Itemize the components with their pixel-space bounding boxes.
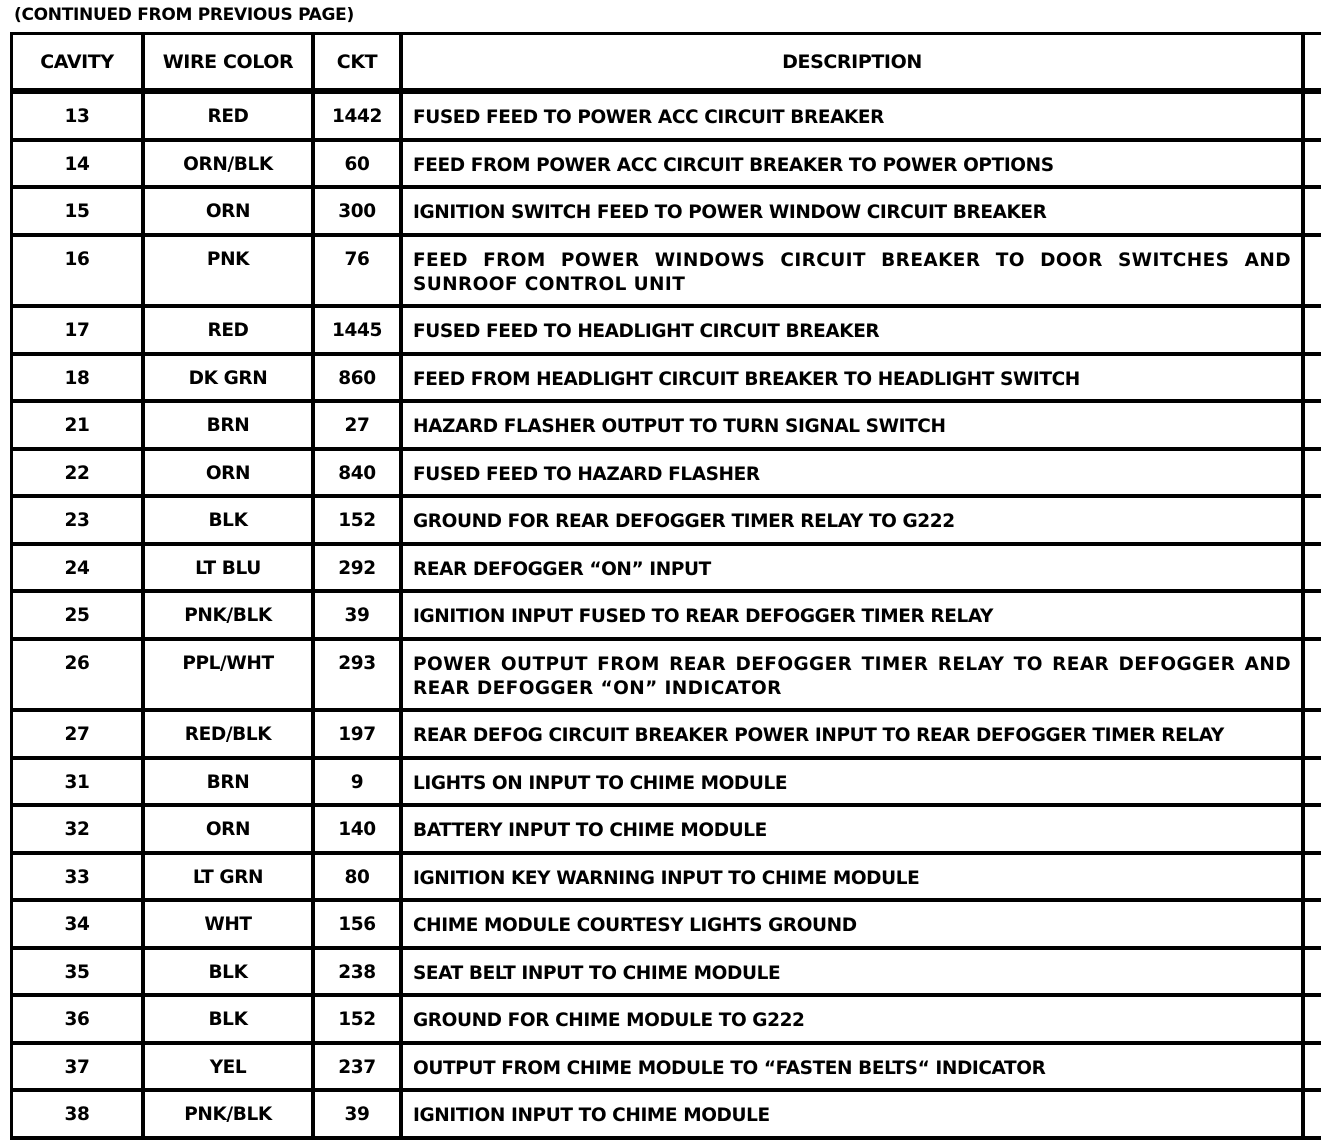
description-cell: REAR DEFOGGER “ON” INPUT (403, 546, 1305, 590)
ckt-cell: 9 (315, 760, 403, 804)
ckt-cell: 39 (315, 593, 403, 637)
cavity-cell: 36 (13, 997, 145, 1041)
cavity-cell: 35 (13, 950, 145, 994)
cavity-cell: 25 (13, 593, 145, 637)
table-row (13, 142, 1321, 190)
continued-caption: (CONTINUED FROM PREVIOUS PAGE) (14, 5, 354, 25)
wire-color-cell: BRN (145, 403, 315, 447)
table-row (13, 712, 1321, 760)
table-row (13, 498, 1321, 546)
cavity-cell: 26 (13, 641, 145, 709)
description-cell: IGNITION SWITCH FEED TO POWER WINDOW CIRCUIT BREAKER (403, 189, 1305, 233)
description-cell: FEED FROM POWER ACC CIRCUIT BREAKER TO POWER OPTIONS (403, 142, 1305, 186)
header-ckt: CKT (315, 35, 403, 88)
clipped-column-edge (1305, 498, 1318, 542)
table-row (13, 308, 1321, 356)
clipped-column-edge (1305, 237, 1318, 305)
table-row (13, 189, 1321, 237)
description-cell: IGNITION INPUT FUSED TO REAR DEFOGGER TIMER RELAY (403, 593, 1305, 637)
clipped-column-edge (1305, 807, 1318, 851)
ckt-cell: 292 (315, 546, 403, 590)
wire-color-cell: DK GRN (145, 356, 315, 400)
ckt-cell: 1442 (315, 94, 403, 138)
table-row (13, 1045, 1321, 1093)
clipped-column-edge (1305, 855, 1318, 899)
cavity-cell: 34 (13, 902, 145, 946)
clipped-column-edge (1305, 94, 1318, 138)
ckt-cell: 76 (315, 237, 403, 305)
clipped-column-edge (1305, 997, 1318, 1041)
ckt-cell: 860 (315, 356, 403, 400)
cavity-cell: 27 (13, 712, 145, 756)
description-cell: GROUND FOR REAR DEFOGGER TIMER RELAY TO G222 (403, 498, 1305, 542)
header-cavity: CAVITY (13, 35, 145, 88)
table-header-row (13, 35, 1321, 94)
wire-color-cell: BRN (145, 760, 315, 804)
ckt-cell: 1445 (315, 308, 403, 352)
wire-color-cell: BLK (145, 498, 315, 542)
ckt-cell: 293 (315, 641, 403, 709)
clipped-column-edge (1305, 712, 1318, 756)
ckt-cell: 300 (315, 189, 403, 233)
cavity-cell: 14 (13, 142, 145, 186)
wire-color-cell: RED/BLK (145, 712, 315, 756)
table-row (13, 546, 1321, 594)
table-row (13, 950, 1321, 998)
table-row (13, 902, 1321, 950)
cavity-cell: 37 (13, 1045, 145, 1089)
wire-color-cell: YEL (145, 1045, 315, 1089)
cavity-cell: 17 (13, 308, 145, 352)
description-cell: LIGHTS ON INPUT TO CHIME MODULE (403, 760, 1305, 804)
clipped-column-edge (1305, 760, 1318, 804)
table-row (13, 641, 1321, 713)
clipped-column-edge (1305, 35, 1318, 88)
wire-color-cell: ORN/BLK (145, 142, 315, 186)
table-row (13, 94, 1321, 142)
table-row (13, 807, 1321, 855)
wire-color-cell: RED (145, 94, 315, 138)
wire-color-cell: LT GRN (145, 855, 315, 899)
clipped-column-edge (1305, 1045, 1318, 1089)
ckt-cell: 152 (315, 997, 403, 1041)
wire-color-cell: RED (145, 308, 315, 352)
table-row (13, 403, 1321, 451)
ckt-cell: 60 (315, 142, 403, 186)
cavity-cell: 21 (13, 403, 145, 447)
description-cell: FEED FROM HEADLIGHT CIRCUIT BREAKER TO HEADLIGHT SWITCH (403, 356, 1305, 400)
cavity-cell: 15 (13, 189, 145, 233)
cavity-cell: 13 (13, 94, 145, 138)
wire-color-cell: PNK (145, 237, 315, 305)
wire-color-cell: BLK (145, 950, 315, 994)
description-cell: HAZARD FLASHER OUTPUT TO TURN SIGNAL SWITCH (403, 403, 1305, 447)
clipped-column-edge (1305, 641, 1318, 709)
table-row (13, 451, 1321, 499)
description-cell: FEED FROM POWER WINDOWS CIRCUIT BREAKER TO DOOR SWITCHES AND SUNROOF CONTROL UNIT (403, 237, 1305, 305)
cavity-cell: 38 (13, 1092, 145, 1136)
cavity-cell: 16 (13, 237, 145, 305)
ckt-cell: 80 (315, 855, 403, 899)
header-wire-color: WIRE COLOR (145, 35, 315, 88)
cavity-cell: 24 (13, 546, 145, 590)
cavity-cell: 31 (13, 760, 145, 804)
clipped-column-edge (1305, 308, 1318, 352)
table-row (13, 237, 1321, 309)
header-description: DESCRIPTION (403, 35, 1305, 88)
ckt-cell: 197 (315, 712, 403, 756)
clipped-column-edge (1305, 1092, 1318, 1136)
wire-color-cell: BLK (145, 997, 315, 1041)
ckt-cell: 27 (315, 403, 403, 447)
ckt-cell: 237 (315, 1045, 403, 1089)
table-row (13, 356, 1321, 404)
wire-color-cell: ORN (145, 451, 315, 495)
description-cell: BATTERY INPUT TO CHIME MODULE (403, 807, 1305, 851)
clipped-column-edge (1305, 546, 1318, 590)
clipped-column-edge (1305, 356, 1318, 400)
cavity-cell: 33 (13, 855, 145, 899)
description-cell: FUSED FEED TO HEADLIGHT CIRCUIT BREAKER (403, 308, 1305, 352)
wire-color-cell: PNK/BLK (145, 1092, 315, 1136)
wire-color-cell: LT BLU (145, 546, 315, 590)
clipped-column-edge (1305, 902, 1318, 946)
table-row (13, 593, 1321, 641)
cavity-cell: 23 (13, 498, 145, 542)
description-cell: IGNITION KEY WARNING INPUT TO CHIME MODULE (403, 855, 1305, 899)
table-row (13, 760, 1321, 808)
wire-color-cell: PPL/WHT (145, 641, 315, 709)
ckt-cell: 156 (315, 902, 403, 946)
table-row (13, 855, 1321, 903)
ckt-cell: 39 (315, 1092, 403, 1136)
description-cell: POWER OUTPUT FROM REAR DEFOGGER TIMER RELAY TO REAR DEFOGGER AND REAR DEFOGGER “ON” INDICATOR (403, 641, 1305, 709)
description-cell: OUTPUT FROM CHIME MODULE TO “FASTEN BELTS“ INDICATOR (403, 1045, 1305, 1089)
description-cell: SEAT BELT INPUT TO CHIME MODULE (403, 950, 1305, 994)
ckt-cell: 840 (315, 451, 403, 495)
ckt-cell: 140 (315, 807, 403, 851)
cavity-cell: 32 (13, 807, 145, 851)
description-cell: GROUND FOR CHIME MODULE TO G222 (403, 997, 1305, 1041)
clipped-column-edge (1305, 950, 1318, 994)
wire-color-cell: ORN (145, 807, 315, 851)
wire-color-cell: ORN (145, 189, 315, 233)
description-cell: REAR DEFOG CIRCUIT BREAKER POWER INPUT TO REAR DEFOGGER TIMER RELAY (403, 712, 1305, 756)
description-cell: FUSED FEED TO HAZARD FLASHER (403, 451, 1305, 495)
table-row (13, 997, 1321, 1045)
cavity-cell: 22 (13, 451, 145, 495)
wire-color-cell: PNK/BLK (145, 593, 315, 637)
clipped-column-edge (1305, 189, 1318, 233)
clipped-column-edge (1305, 451, 1318, 495)
wiring-table (10, 32, 1321, 1140)
table-row (13, 1092, 1321, 1140)
description-cell: FUSED FEED TO POWER ACC CIRCUIT BREAKER (403, 94, 1305, 138)
description-cell: CHIME MODULE COURTESY LIGHTS GROUND (403, 902, 1305, 946)
clipped-column-edge (1305, 142, 1318, 186)
clipped-column-edge (1305, 403, 1318, 447)
wire-color-cell: WHT (145, 902, 315, 946)
cavity-cell: 18 (13, 356, 145, 400)
ckt-cell: 238 (315, 950, 403, 994)
clipped-column-edge (1305, 593, 1318, 637)
ckt-cell: 152 (315, 498, 403, 542)
description-cell: IGNITION INPUT TO CHIME MODULE (403, 1092, 1305, 1136)
